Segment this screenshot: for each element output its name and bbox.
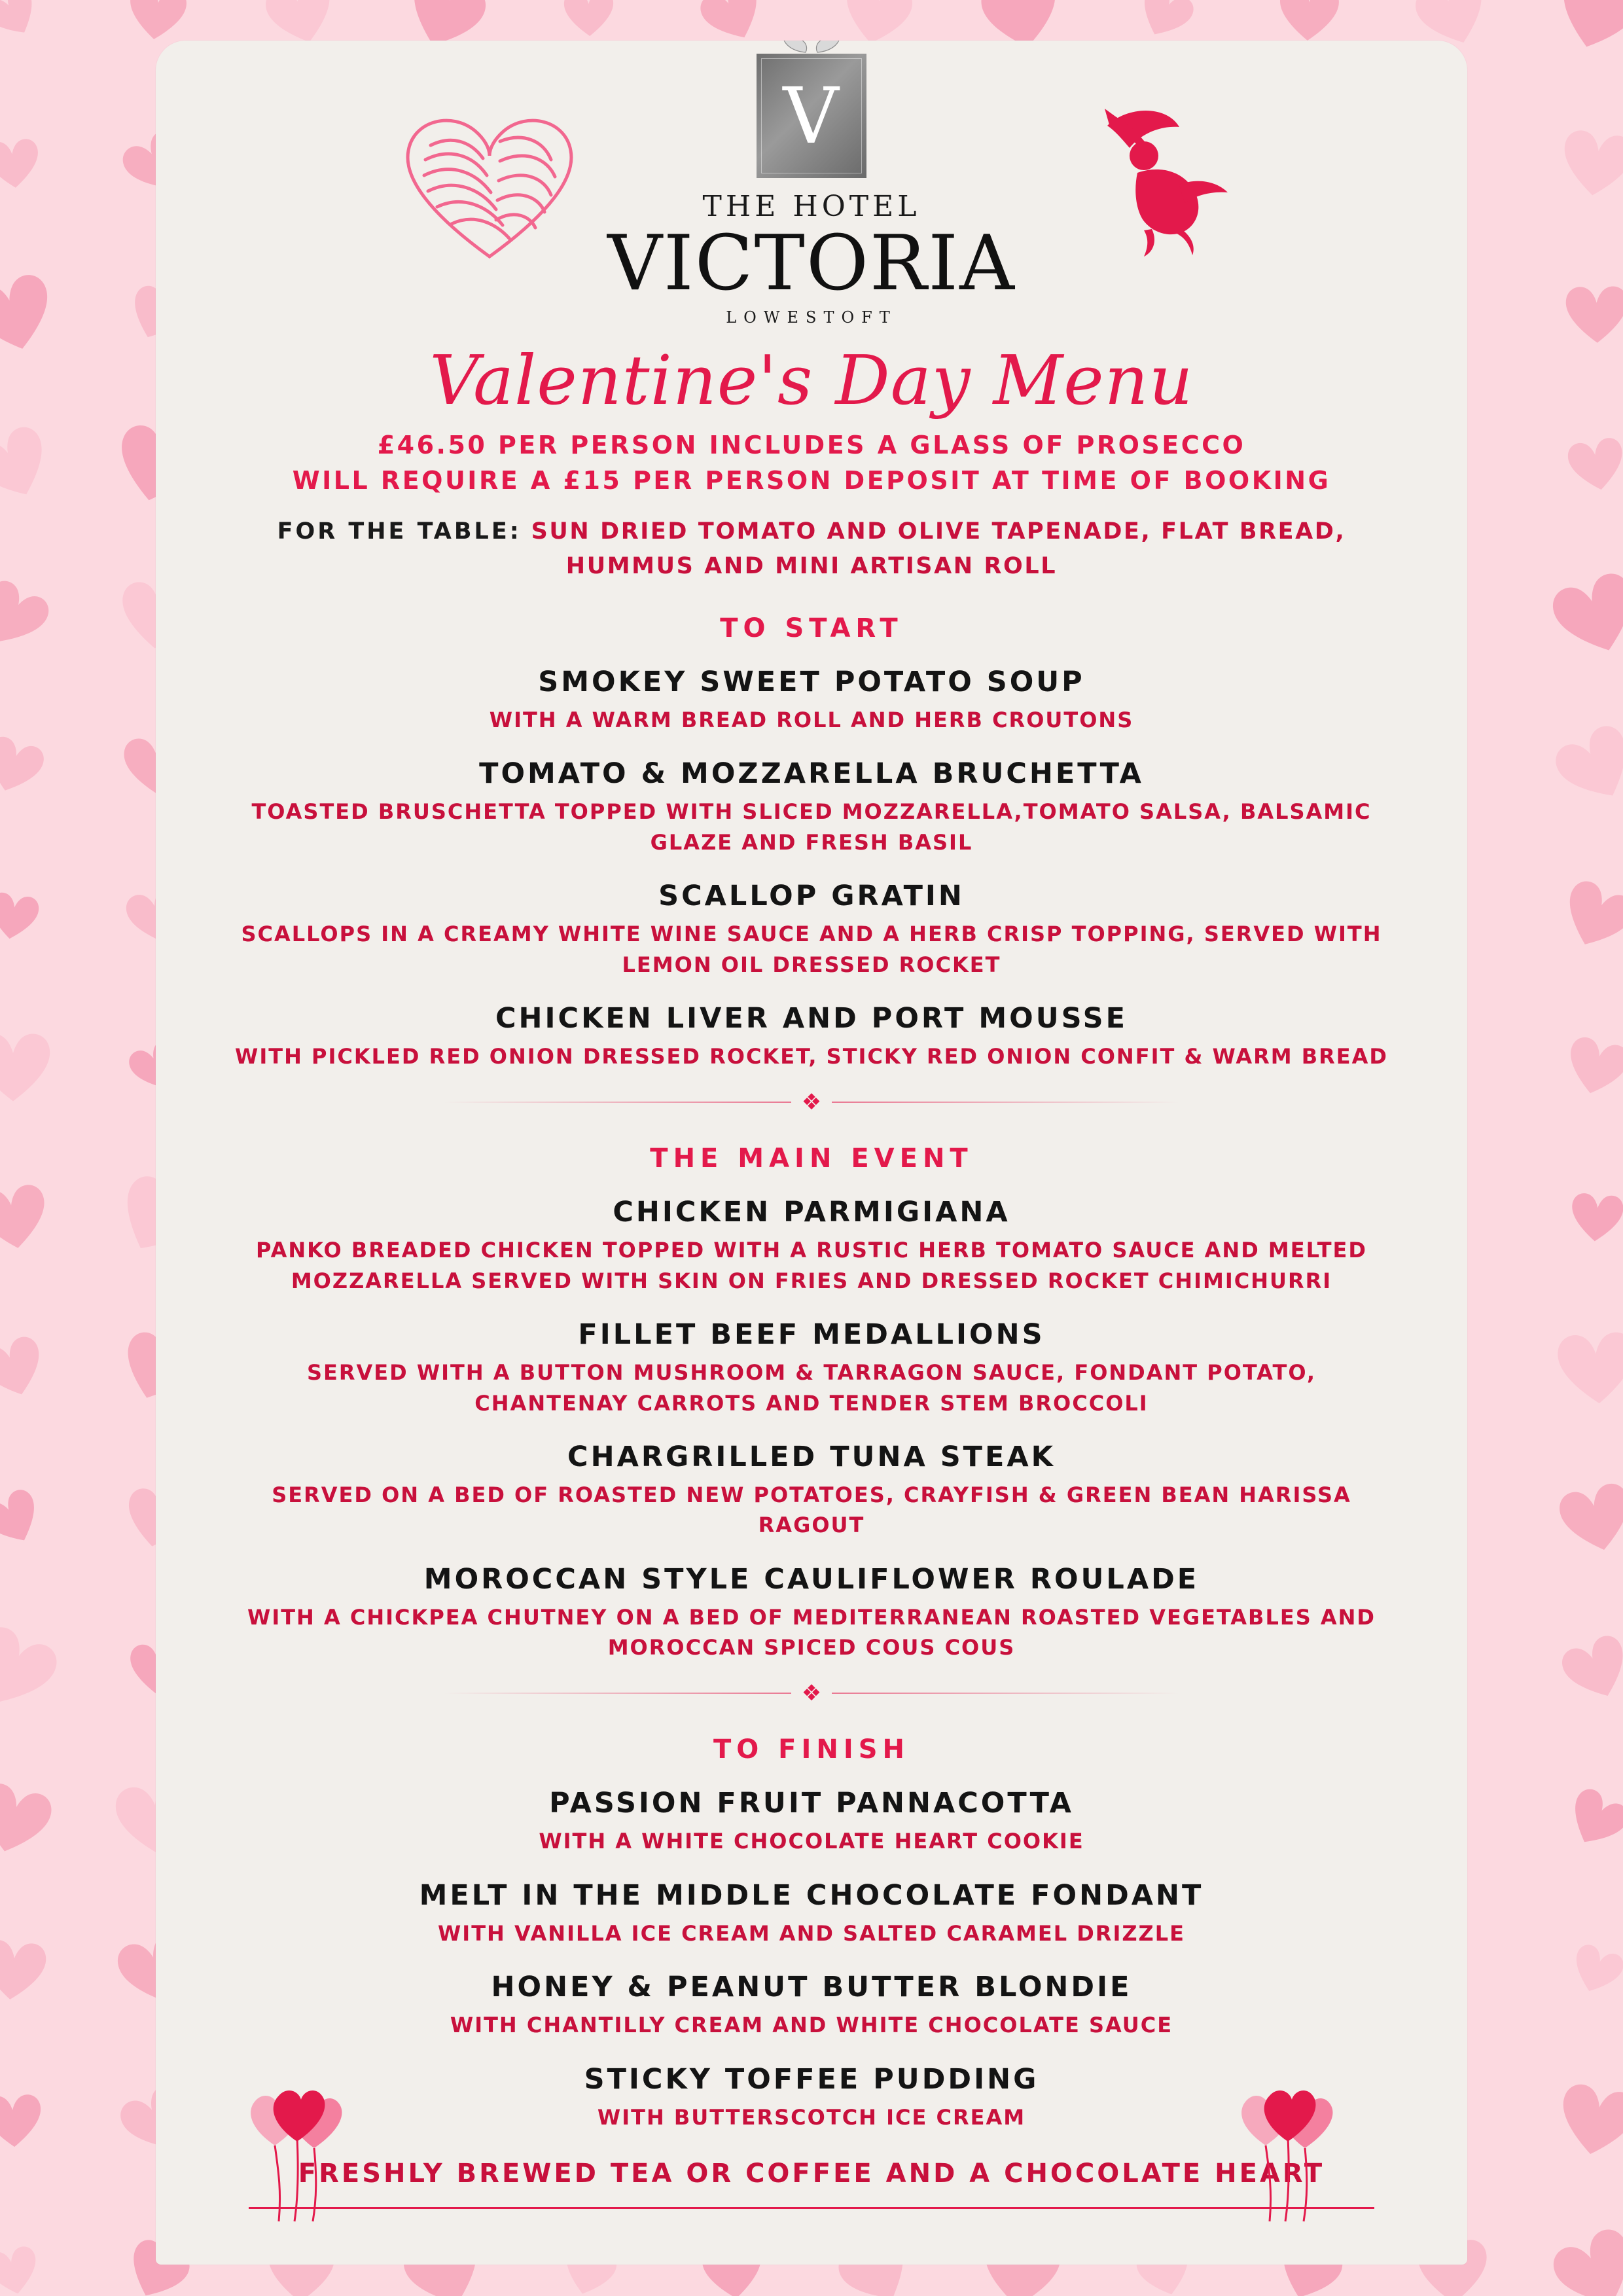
price-line-1: £46.50 PER PERSON INCLUDES A GLASS OF PROSECCO <box>377 431 1246 459</box>
decorative-heart-icon <box>1537 706 1623 825</box>
decorative-heart-icon <box>1547 1318 1623 1418</box>
dish-item <box>156 1787 1467 1856</box>
decorative-heart-icon <box>1534 2208 1623 2296</box>
swan-crest-icon <box>762 41 861 54</box>
monogram-v <box>757 54 866 178</box>
dish-name: STICKY TOFFEE PUDDING <box>584 2062 1039 2096</box>
decorative-heart-icon <box>1544 2068 1623 2173</box>
dish-description: SCALLOPS IN A CREAMY WHITE WINE SAUCE AND A HERB CRISP TOPPING, SERVED WITH LEMON OIL DRESSED ROCKET <box>241 922 1382 977</box>
brand-line-the-hotel: THE HOTEL <box>702 190 921 223</box>
decorative-heart-icon <box>1551 1774 1623 1865</box>
decorative-heart-icon <box>0 1171 60 1265</box>
divider-rule-right <box>832 1102 1179 1103</box>
dish-item <box>156 880 1467 980</box>
dish-item <box>156 1563 1467 1663</box>
dish-name: SMOKEY SWEET POTATO SOUP <box>538 666 1085 698</box>
decorative-heart-icon <box>1558 426 1623 503</box>
brand-line-lowestoft: LOWESTOFT <box>726 308 897 327</box>
dish-description: WITH A WARM BREAD ROLL AND HERB CROUTONS <box>489 708 1134 732</box>
decorative-heart-icon <box>1554 1024 1623 1110</box>
menu-card <box>156 41 1467 2265</box>
dish-description: WITH PICKLED RED ONION DRESSED ROCKET, STICKY RED ONION CONFIT & WARM BREAD <box>235 1043 1388 1069</box>
footer-note: FRESHLY BREWED TEA OR COFFEE AND A CHOCOLATE HEART <box>298 2159 1325 2189</box>
decorative-heart-icon <box>558 0 620 45</box>
menu-header <box>156 41 1467 348</box>
section-divider <box>156 1680 1467 1707</box>
decorative-heart-icon <box>0 257 71 372</box>
dish-item <box>156 1441 1467 1541</box>
dish-name: TOMATO & MOZZARELLA BRUCHETTA <box>479 757 1144 791</box>
section-heading-to-finish: TO FINISH <box>713 1734 910 1765</box>
dish-name: MELT IN THE MIDDLE CHOCOLATE FONDANT <box>419 1878 1204 1912</box>
decorative-heart-icon <box>1539 0 1623 71</box>
dish-description: SERVED WITH A BUTTON MUSHROOM & TARRAGON SAUCE, FONDANT POTATO, CHANTENAY CARROTS AND TENDER STEM BROCCOLI <box>306 1360 1317 1416</box>
page-title: Valentine's Day Menu <box>429 340 1194 420</box>
dish-item <box>156 1196 1467 1296</box>
footer-rule <box>249 2207 1374 2209</box>
dish-name: HONEY & PEANUT BUTTER BLONDIE <box>491 1971 1132 2004</box>
divider-rule-right <box>832 1693 1179 1694</box>
dish-name: SCALLOP GRATIN <box>658 880 965 913</box>
floral-diamond-icon: ❖ <box>801 1089 822 1116</box>
dish-name: CHICKEN LIVER AND PORT MOUSSE <box>495 1001 1128 1035</box>
dish-item <box>156 666 1467 735</box>
hotel-logo <box>569 41 1054 327</box>
cupid-icon <box>1081 99 1251 263</box>
decorative-heart-icon <box>0 408 69 522</box>
decorative-heart-icon <box>0 1928 56 2013</box>
decorative-heart-icon <box>0 564 65 667</box>
brand-line-victoria: VICTORIA <box>607 219 1016 308</box>
decorative-heart-icon <box>0 1475 56 1562</box>
dish-name: CHICKEN PARMIGIANA <box>613 1196 1010 1229</box>
scribble-heart-icon <box>391 99 588 270</box>
decorative-heart-icon <box>0 2235 49 2296</box>
dish-item <box>156 757 1467 857</box>
dish-description: WITH BUTTERSCOTCH ICE CREAM <box>597 2104 1026 2130</box>
dish-name: MOROCCAN STYLE CAULIFLOWER ROULADE <box>423 1562 1200 1596</box>
heart-balloons-icon <box>241 2075 391 2225</box>
dish-item <box>156 1971 1467 2040</box>
price-line-2: WILL REQUIRE A £15 PER PERSON DEPOSIT AT TIME OF BOOKING <box>292 466 1331 495</box>
for-the-table-text: SUN DRIED TOMATO AND OLIVE TAPENADE, FLAT BREAD, HUMMUS AND MINI ARTISAN ROLL <box>531 518 1346 579</box>
divider-rule-left <box>444 1693 791 1694</box>
decorative-heart-icon <box>0 882 47 950</box>
divider-rule-left <box>444 1102 791 1103</box>
decorative-heart-icon <box>0 723 56 809</box>
monogram-letter: V <box>783 71 840 161</box>
dish-description: WITH A WHITE CHOCOLATE HEART COOKIE <box>539 1829 1084 1854</box>
decorative-heart-icon <box>0 1606 76 1732</box>
dish-description: TOASTED BRUSCHETTA TOPPED WITH SLICED MOZZARELLA,TOMATO SALSA, BALSAMIC GLAZE AND FRESH BASIL <box>251 799 1372 855</box>
dish-name: FILLET BEEF MEDALLIONS <box>578 1318 1045 1352</box>
for-the-table <box>156 514 1467 583</box>
decorative-heart-icon <box>0 129 48 199</box>
decorative-heart-icon <box>1558 276 1623 352</box>
dish-item <box>156 1318 1467 1418</box>
decorative-heart-icon <box>1546 1467 1623 1569</box>
dish-description: PANKO BREADED CHICKEN TOPPED WITH A RUSTIC HERB TOMATO SAUCE AND MELTED MOZZARELLA SERVED WITH SKIN ON FRIES AND DRESSED ROCKET CHIMICHURRI <box>256 1238 1367 1293</box>
decorative-heart-icon <box>0 1322 59 1414</box>
dish-item <box>156 1002 1467 1071</box>
decorative-heart-icon <box>1547 1619 1623 1719</box>
heart-balloons-icon <box>1232 2075 1382 2225</box>
decorative-heart-icon <box>1544 864 1623 969</box>
dish-name: CHARGRILLED TUNA STEAK <box>567 1440 1056 1473</box>
dish-description: WITH CHANTILLY CREAM AND WHITE CHOCOLATE SAUCE <box>450 2013 1173 2038</box>
decorative-heart-icon <box>0 1022 58 1112</box>
decorative-heart-icon <box>1563 1183 1623 1251</box>
dish-item <box>156 1879 1467 1948</box>
floral-diamond-icon: ❖ <box>801 1680 822 1707</box>
for-the-table-label: FOR THE TABLE: <box>277 518 522 545</box>
decorative-heart-icon <box>1535 553 1623 677</box>
decorative-heart-icon <box>0 2085 49 2157</box>
section-heading-to-start: TO START <box>720 613 903 643</box>
dish-name: PASSION FRUIT PANNACOTTA <box>549 1787 1074 1820</box>
decorative-heart-icon <box>0 0 53 53</box>
decorative-heart-icon <box>0 1767 66 1873</box>
decorative-heart-icon <box>1549 116 1623 211</box>
dish-description: WITH A CHICKPEA CHUTNEY ON A BED OF MEDITERRANEAN ROASTED VEGETABLES AND MOROCCAN SPICED COUS COUS <box>247 1604 1376 1660</box>
section-heading-the-main-event: THE MAIN EVENT <box>650 1143 973 1174</box>
dish-description: WITH VANILLA ICE CREAM AND SALTED CARAMEL DRIZZLE <box>437 1920 1185 1946</box>
section-divider <box>156 1089 1467 1116</box>
decorative-heart-icon <box>1559 1932 1623 2007</box>
dish-description: SERVED ON A BED OF ROASTED NEW POTATOES, CRAYFISH & GREEN BEAN HARISSA RAGOUT <box>272 1482 1351 1538</box>
